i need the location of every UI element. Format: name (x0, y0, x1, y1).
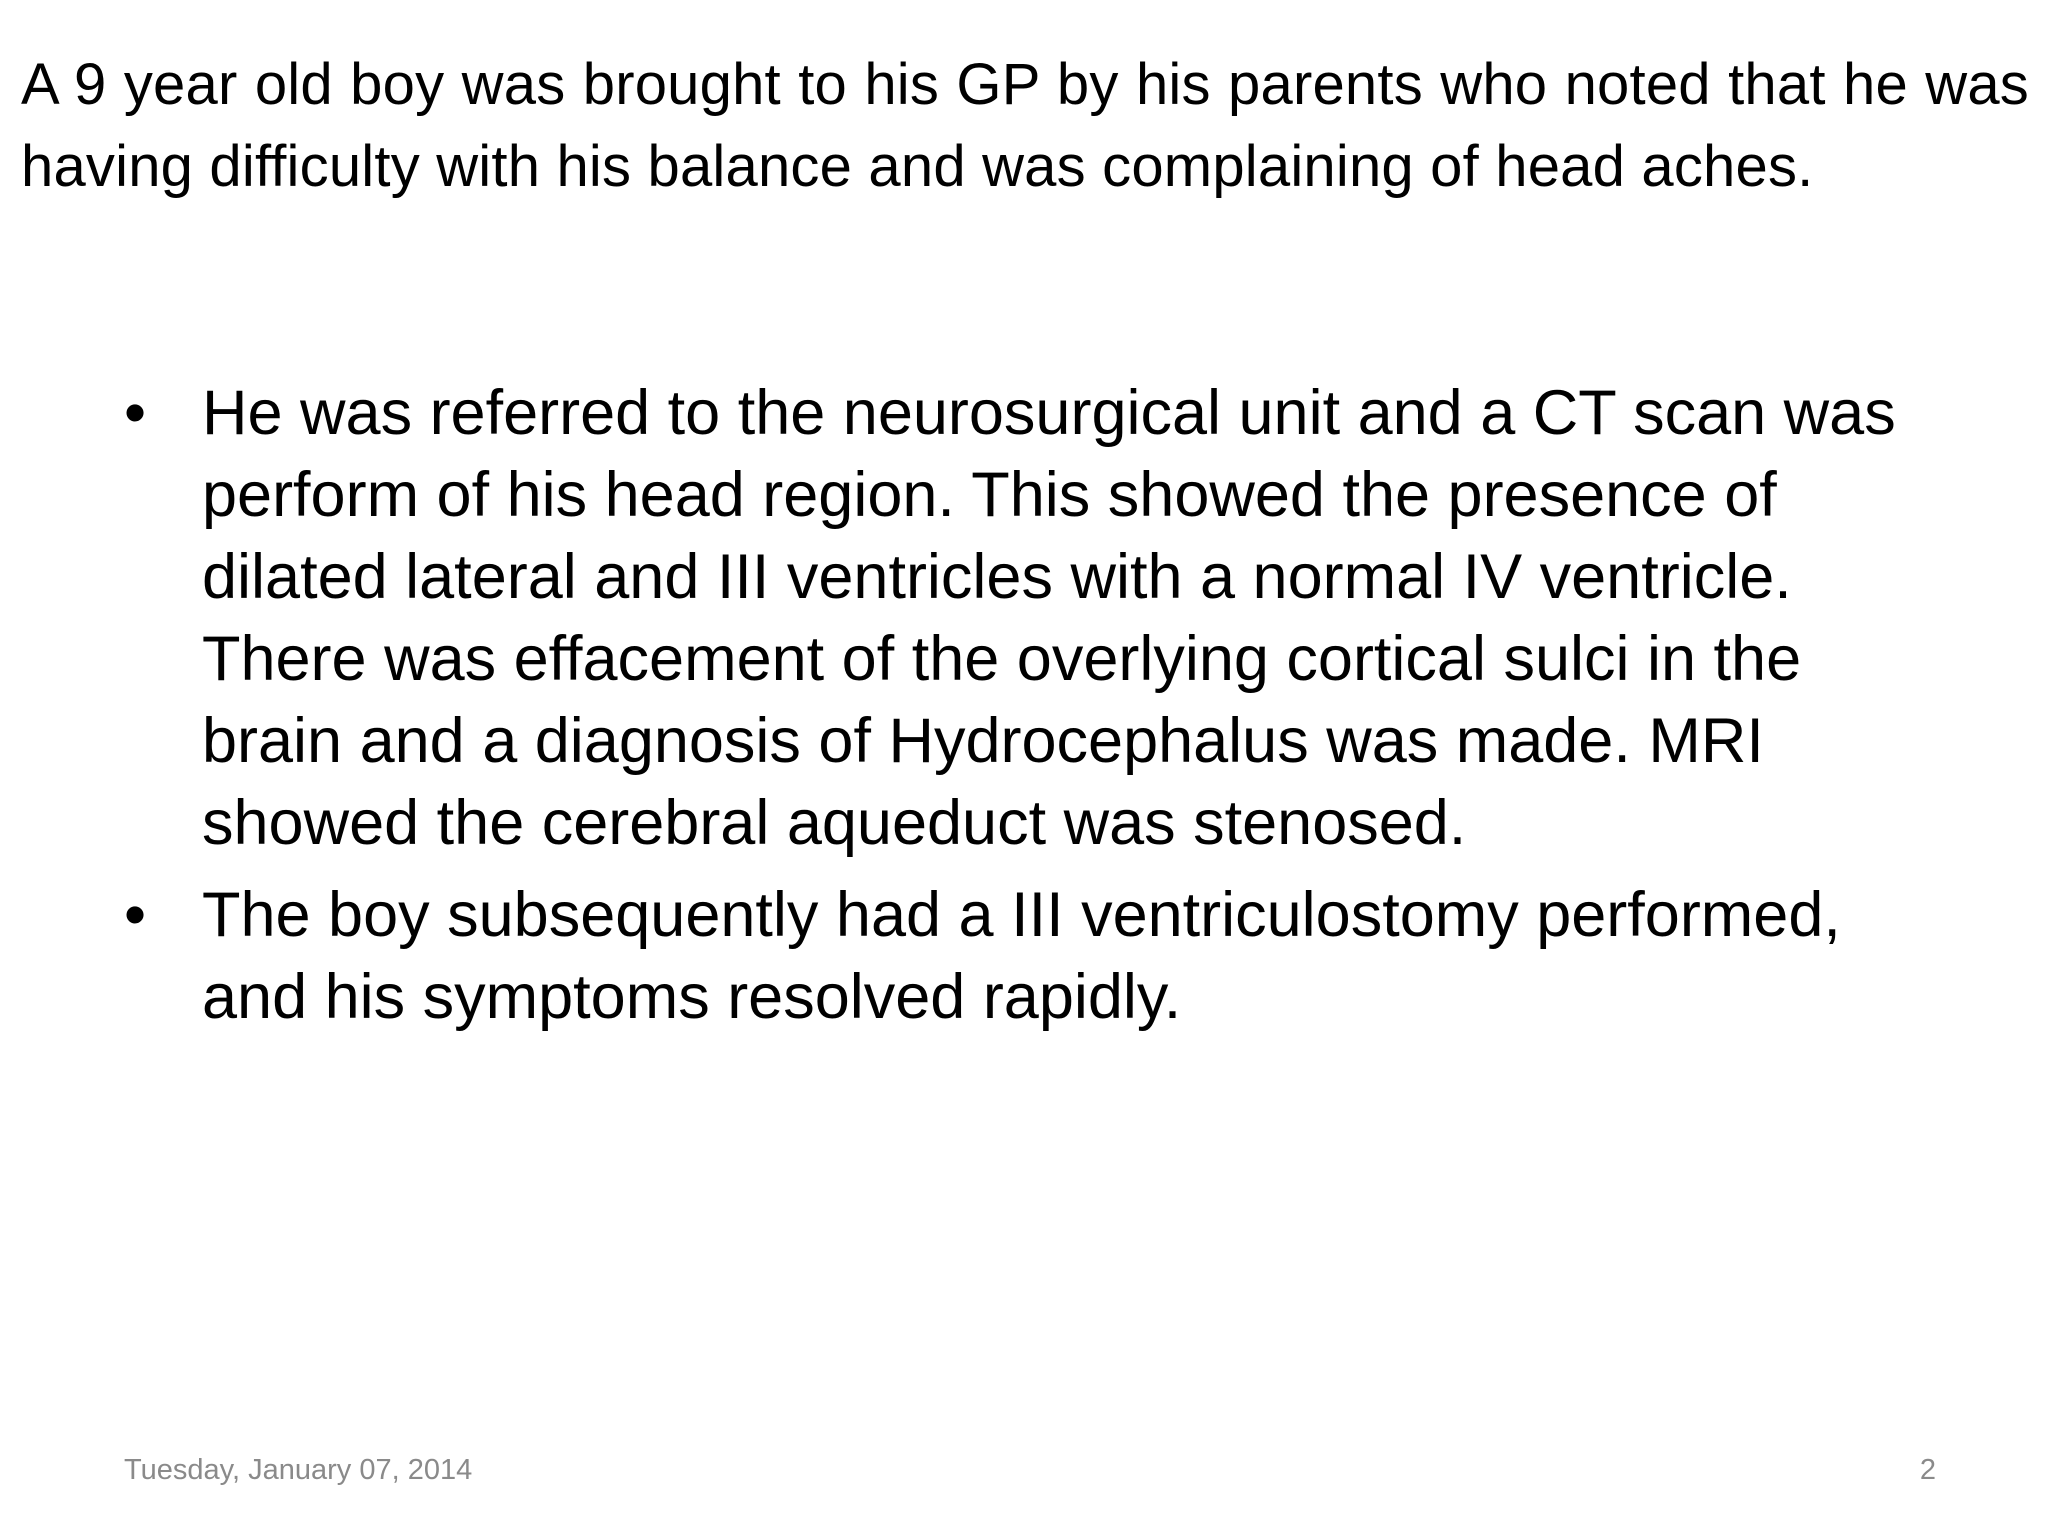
intro-paragraph: A 9 year old boy was brought to his GP by his parents who noted that he was having difficulty with his balance and was complaining of head aches. (21, 52, 2029, 199)
bullet-text: The boy subsequently had a III ventriculostomy performed, and his symptoms resolved rapidly. (202, 880, 1841, 1032)
slide-number: 2 (1919, 1454, 1936, 1486)
bullet-icon: • (124, 378, 147, 448)
bullet-text: He was referred to the neurosurgical unit and a CT scan was perform of his head region. This showed the presence of dilated lateral and III ventricles with a normal IV ventricle. There was effacement of the overlying cortical sulci in the brain and a diagnosis of Hydrocephalus was made. MRI showed the cerebral aqueduct was stenosed. (202, 378, 1896, 858)
bullet-item (124, 372, 1944, 864)
bullet-list (124, 372, 1944, 1048)
bullet-item (124, 874, 1944, 1038)
footer-date: Tuesday, January 07, 2014 (124, 1454, 473, 1486)
bullet-icon: • (124, 880, 147, 950)
